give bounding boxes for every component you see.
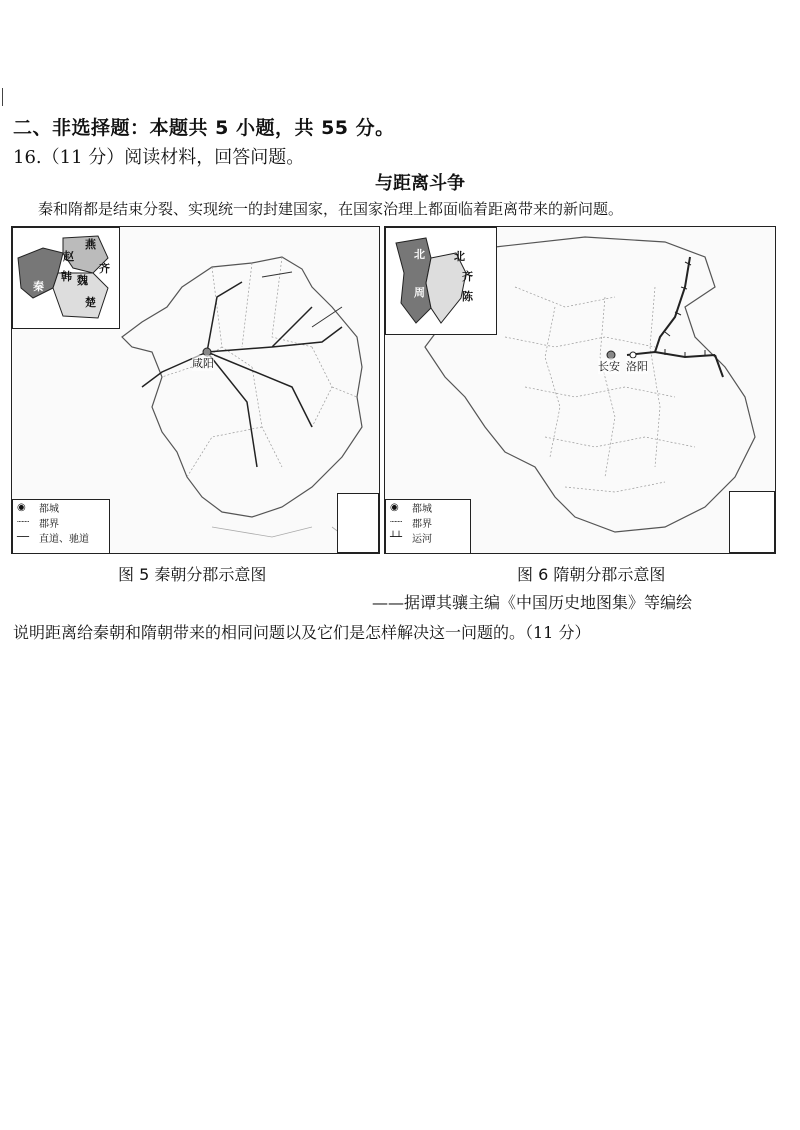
inset-label-qi: 齐 xyxy=(462,270,473,283)
inset-label-bei: 北 xyxy=(414,248,425,261)
material-title: 与距离斗争 xyxy=(375,173,465,194)
qin-inset-map xyxy=(12,227,120,329)
dotted-line-icon: ┈┈ xyxy=(390,517,403,528)
inset-label-chen: 陈 xyxy=(462,290,473,303)
qin-south-sea-inset xyxy=(337,493,379,553)
question-prompt: 说明距离给秦朝和隋朝带来的相同问题以及它们是怎样解决这一问题的。（11 分） xyxy=(13,623,591,642)
inset-label-wei: 魏 xyxy=(77,274,88,287)
sui-inset-map xyxy=(385,227,497,335)
section-heading: 二、非选择题：本题共 5 小题，共 55 分。 xyxy=(13,117,395,139)
legend-border-label: 郡界 xyxy=(39,519,59,530)
dotted-line-icon: ┈┈ xyxy=(17,517,30,528)
inset-label-zhao: 赵 xyxy=(63,250,74,263)
question-number-line: 16.（11 分）阅读材料，回答问题。 xyxy=(13,147,305,168)
legend-border xyxy=(386,515,470,530)
inset-label-bei-qi: 北 xyxy=(454,250,465,263)
material-intro: 秦和隋都是结束分裂、实现统一的封建国家，在国家治理上都面临着距离带来的新问题。 xyxy=(38,200,624,218)
inset-label-qin: 秦 xyxy=(33,280,44,293)
legend-canal xyxy=(386,530,470,545)
capital-dot-icon: ◉ xyxy=(390,502,399,513)
legend-capital xyxy=(386,500,470,515)
canal-line-icon: ┴┴ xyxy=(390,532,403,543)
changan-label: 长安 xyxy=(598,360,620,373)
legend-capital-label: 都城 xyxy=(412,504,432,515)
legend-canal-label: 运河 xyxy=(412,534,432,545)
inset-label-han: 韩 xyxy=(61,270,72,283)
inset-label-yan: 燕 xyxy=(85,238,96,251)
luoyang-label: 洛阳 xyxy=(626,360,648,373)
sui-legend xyxy=(385,499,471,554)
sui-commandery-map xyxy=(384,226,776,554)
source-citation: ——据谭其骧主编《中国历史地图集》等编绘 xyxy=(372,593,693,612)
legend-capital-label: 都城 xyxy=(39,504,59,515)
qin-commandery-map xyxy=(11,226,380,554)
legend-border xyxy=(13,515,109,530)
legend-road xyxy=(13,530,109,545)
inset-label-zhou: 周 xyxy=(414,286,425,299)
capital-dot-icon: ◉ xyxy=(17,502,26,513)
qin-legend xyxy=(12,499,110,554)
sui-inset-drawing xyxy=(386,228,496,334)
sui-map-caption: 图 6 隋朝分郡示意图 xyxy=(517,565,666,584)
legend-border-label: 郡界 xyxy=(412,519,432,530)
inset-label-chu: 楚 xyxy=(85,296,96,309)
solid-line-icon: ── xyxy=(17,532,30,543)
margin-mark xyxy=(2,88,3,106)
xianyang-label: 咸阳 xyxy=(192,357,214,370)
inset-label-qi: 齐 xyxy=(99,262,110,275)
sui-south-sea-inset xyxy=(729,491,775,553)
legend-capital xyxy=(13,500,109,515)
legend-road-label: 直道、驰道 xyxy=(39,534,89,545)
qin-map-caption: 图 5 秦朝分郡示意图 xyxy=(118,565,267,584)
